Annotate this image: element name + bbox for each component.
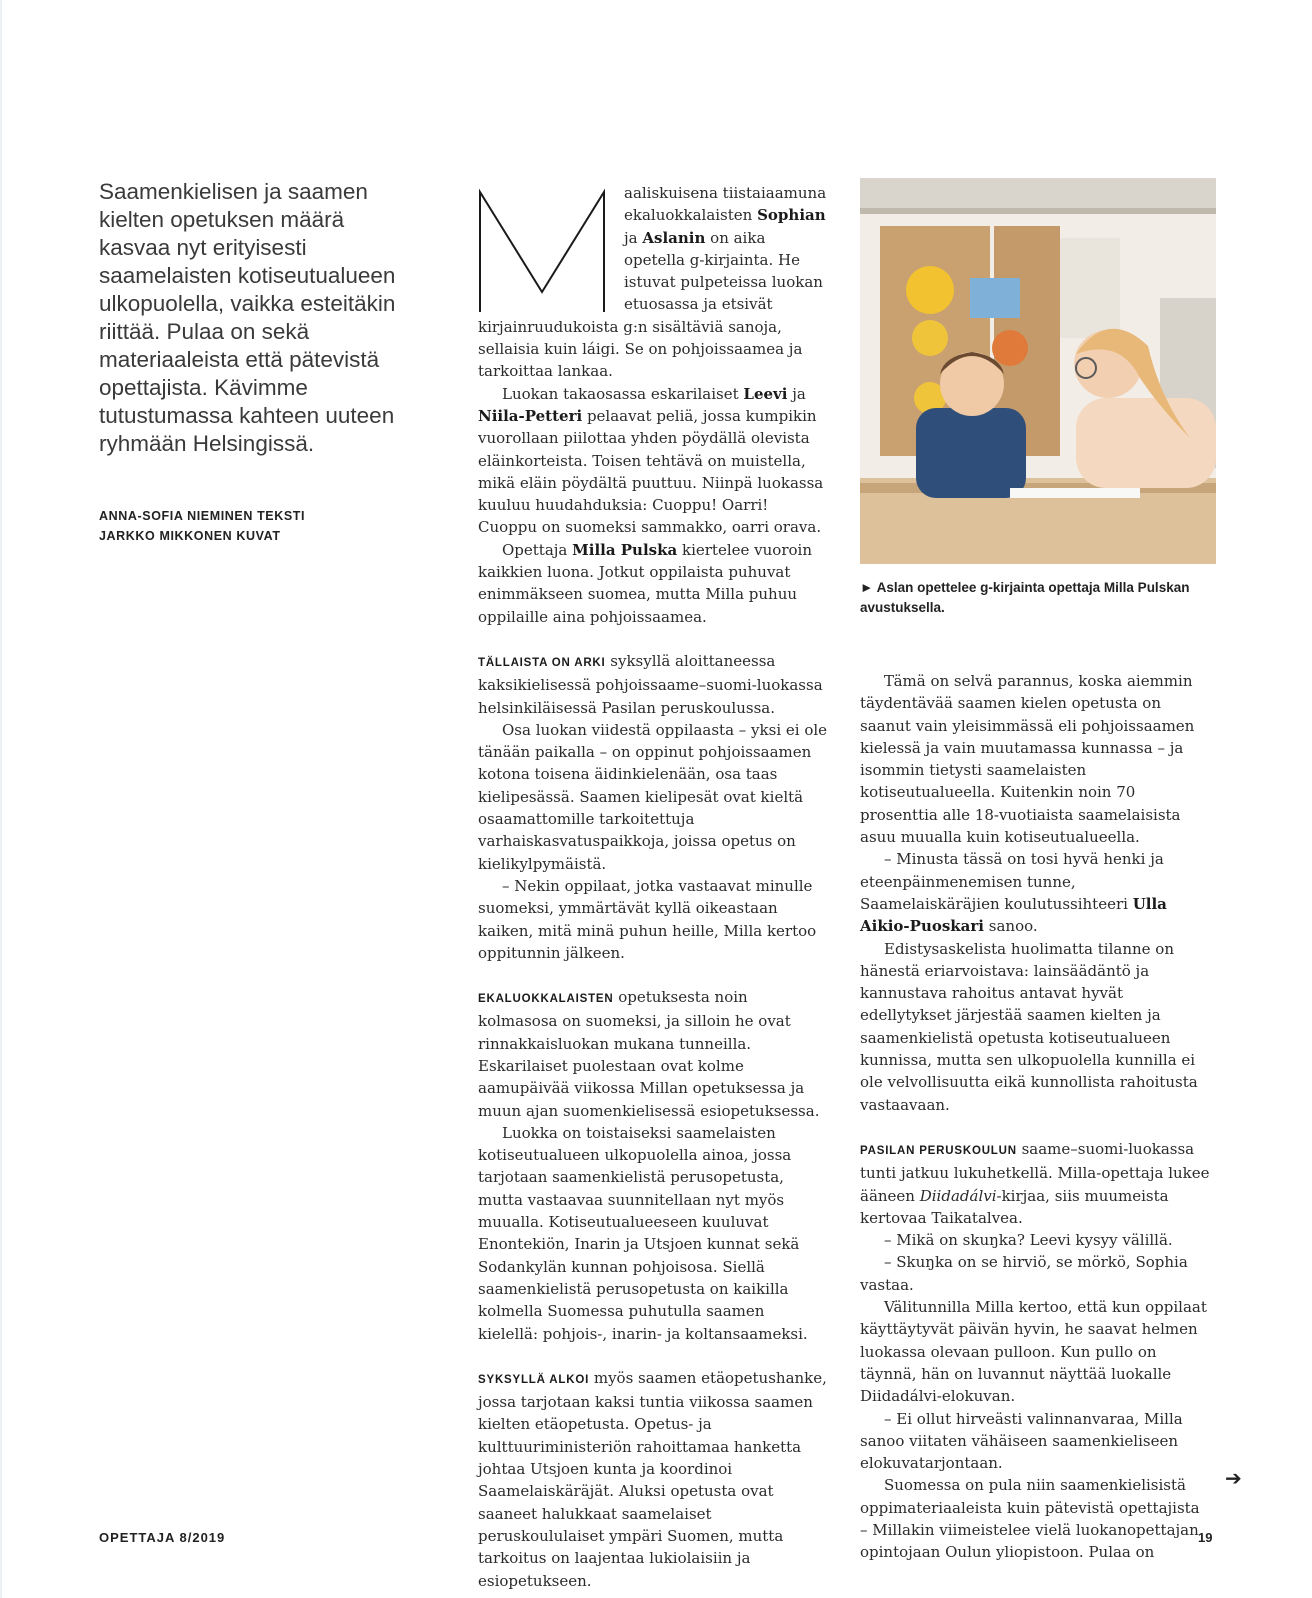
paragraph-quote: – Minusta tässä on tosi hyvä henki ja eteenpäinmenemisen tunne, Saamelaiskäräjien koulutussihteeri Ulla Aikio-Puoskari sanoo. (860, 850, 1167, 936)
paragraph-quote: – Ei ollut hirveästi valinnanvaraa, Milla sanoo viitaten vähäiseen saamenkieliseen elokuvatarjontaan. (860, 1409, 1183, 1473)
paragraph: Suomessa on pula niin saamenkielisistä oppimateriaaleista kuin pätevistä opettajista – Millakin viimeistelee vielä luokanopettajan opintojaan Oulun yliopistoon. Pulaa on (860, 1476, 1200, 1562)
author-credits (99, 506, 305, 546)
drop-cap-m (478, 188, 606, 312)
section-paragraph: SYKSYLLÄ ALKOI myös saamen etäopetushanke, jossa tarjotaan kaksi tuntia viikossa saamen kielten etäopetusta. Opetus- ja kulttuuriministeriön rahoittamaa hanketta johtaa Utsjoen kunta ja koordinoi Saamelaiskäräjät. Aluksi opetusta ovat saaneet halukkaat saamelaiset peruskoululaiset ympäri Suomen, mutta tarkoitus on laajentaa lukiolaisiin ja esiopetukseen. (478, 1368, 827, 1590)
paragraph-quote: – Nekin oppilaat, jotka vastaavat minulle suomeksi, ymmärtävät kyllä oikeastaan kaiken, mitä minä puhun heille, Milla kertoo oppitunnin jälkeen. (478, 876, 817, 962)
paragraph-quote: – Skuŋka on se hirviö, se mörkö, Sophia vastaa. (860, 1253, 1188, 1294)
name-milla-pulska: Milla Pulska (572, 540, 678, 559)
caption-text: Aslan opettelee g-kirjainta opettaja Milla Pulskan avustuksella. (860, 580, 1190, 615)
paragraph: Opettaja Milla Pulska kiertelee vuoroin kaikkien luona. Jotkut oppilaista puhuvat enimmäkseen suomea, mutta Milla puhuu oppilaille aina pohjoissaamea. (478, 540, 812, 626)
paragraph-quote: – Mikä on skuŋka? Leevi kysyy välillä. (884, 1231, 1173, 1250)
section-paragraph: PASILAN PERUSKOULUN saame–suomi-luokassa tunti jatkuu lukuhetkellä. Milla-opettaja lukee ääneen Diidadálvi-kirjaa, siis muumeista kertovaa Taikatalvea. (860, 1139, 1210, 1227)
article-column-2 (860, 670, 1213, 1564)
caption-marker-icon: ► (860, 580, 874, 595)
paragraph: Tämä on selvä parannus, koska aiemmin täydentävää saamen kielen opetusta on saanut vain yleisimmässä eli pohjoissaamen kielessä ja vain muutamassa kunnassa – ja isommin tietysti saamelaisten kotiseutualueella. Kuitenkin noin 70 prosenttia alle 18-vuotiaista saamelaisista asuu muualla kuin kotiseutualueella. (860, 672, 1195, 847)
section-lead: SYKSYLLÄ ALKOI (478, 1373, 590, 1386)
article-lede: Saamenkielisen ja saamen kielten opetuksen määrä kasvaa nyt erityisesti saamelaisten kotiseutualueen ulkopuolella, vaikka esteitäkin riittää. Pulaa on sekä materiaaleista että pätevistä opettajista. Kävimme tutustumassa kahteen uuteen ryhmään Helsingissä. (99, 179, 396, 456)
publication-footer: OPETTAJA 8/2019 (99, 1530, 226, 1545)
photo-credit: JARKKO MIKKONEN KUVAT (99, 529, 281, 543)
name-aslan: Aslanin (642, 228, 706, 247)
name-leevi: Leevi (743, 384, 788, 403)
name-ulla-aikio-puoskari: Ulla Aikio-Puoskari (860, 894, 1167, 936)
paragraph: Edistysaskelista huolimatta tilanne on hänestä eriarvoistava: lainsäädäntö ja kannustava rahoitus antavat hyvät edellytykset järjestää saamen kielten ja saamenkielistä opetusta kotiseutualueen kunnissa, mutta sen ulkopuolella kunnilla ei ole velvollisuutta eikä kunnollista rahoitusta vastaavaan. (860, 939, 1198, 1114)
paragraph-intro: aaliskuisena tiistaiaamuna ekaluokkalaisten Sophian ja Aslanin on aika opetella g-kirjainta. He istuvat pulpeteissa luokan etuosassa ja etsivät kirjainruudukoista g:n sisältäviä sanoja, sellaisia kuin láigi. Se on pohjoissaamea ja tarkoittaa lankaa. (478, 184, 827, 381)
text-credit: ANNA-SOFIA NIEMINEN TEKSTI (99, 509, 306, 523)
section-paragraph: EKALUOKKALAISTEN opetuksesta noin kolmasosa on suomeksi, ja silloin he ovat rinnakkaisluokan mukana tunneilla. Eskarilaiset puolestaan ovat kolme aamupäivää viikossa Millan opetuksessa ja muun ajan suomenkielisessä esiopetuksessa. (478, 988, 820, 1120)
page-edge (0, 0, 2, 1598)
classroom-photo (860, 178, 1216, 564)
section-lead: PASILAN PERUSKOULUN (860, 1144, 1017, 1157)
paragraph: Osa luokan viidestä oppilaasta – yksi ei ole tänään paikalla – on oppinut pohjoissaamen kotona toisena äidinkielenään, osa taas kielipesässä. Saamen kielipesät ovat kieltä osaamattomille tarkoitettuja varhaiskasvatuspaikkoja, joissa opetus on kielikylpymäistä. (478, 720, 828, 873)
continue-arrow-icon: ➔ (1225, 1466, 1242, 1490)
article-column-1 (478, 182, 828, 1592)
photo-caption (860, 578, 1216, 618)
name-niila-petteri: Niila-Petteri (478, 406, 583, 425)
section-lead: TÄLLAISTA ON ARKI (478, 656, 606, 669)
book-title: Diidadálvi (919, 1186, 997, 1205)
name-sophia: Sophian (757, 206, 826, 225)
page-number: 19 (1198, 1530, 1213, 1545)
paragraph: Luokka on toistaiseksi saamelaisten kotiseutualueen ulkopuolella ainoa, jossa tarjotaan saamenkielistä perusopetusta, mutta vastaavaa suunnitellaan nyt myös muualla. Kotiseutualueeseen kuuluvat Enontekiön, Inarin ja Utsjoen kunnat sekä Sodankylän kunnan pohjoisosa. Siellä saamenkielistä perusopetusta on kaikilla kolmella Suomessa puhutulla saamen kielellä: pohjois-, inarin- ja koltansaameksi. (478, 1123, 808, 1343)
section-lead: EKALUOKKALAISTEN (478, 993, 614, 1006)
paragraph: Luokan takaosassa eskarilaiset Leevi ja Niila-Petteri pelaavat peliä, jossa kumpikin vuorollaan piilottaa yhden pöydällä olevista eläinkorteista. Toisen tehtävä on muistella, mikä eläin pöydältä puuttuu. Niinpä luokassa kuuluu huudahduksia: Cuoppu! Oarri! Cuoppu on suomeksi sammakko, oarri orava. (478, 384, 824, 537)
photo-illustration (860, 178, 1216, 564)
paragraph: Välitunnilla Milla kertoo, että kun oppilaat käyttäytyvät päivän hyvin, he saavat helmen luokassa olevaan pulloon. Kun pullo on täynnä, hän on luvannut näyttää luokalle Diidadálvi-elokuvan. (860, 1298, 1207, 1406)
drop-cap-letter: M (478, 188, 480, 189)
section-paragraph: TÄLLAISTA ON ARKI syksyllä aloittaneessa kaksikielisessä pohjoissaame–suomi-luokassa helsinkiläisessä Pasilan peruskoulussa. (478, 651, 823, 717)
